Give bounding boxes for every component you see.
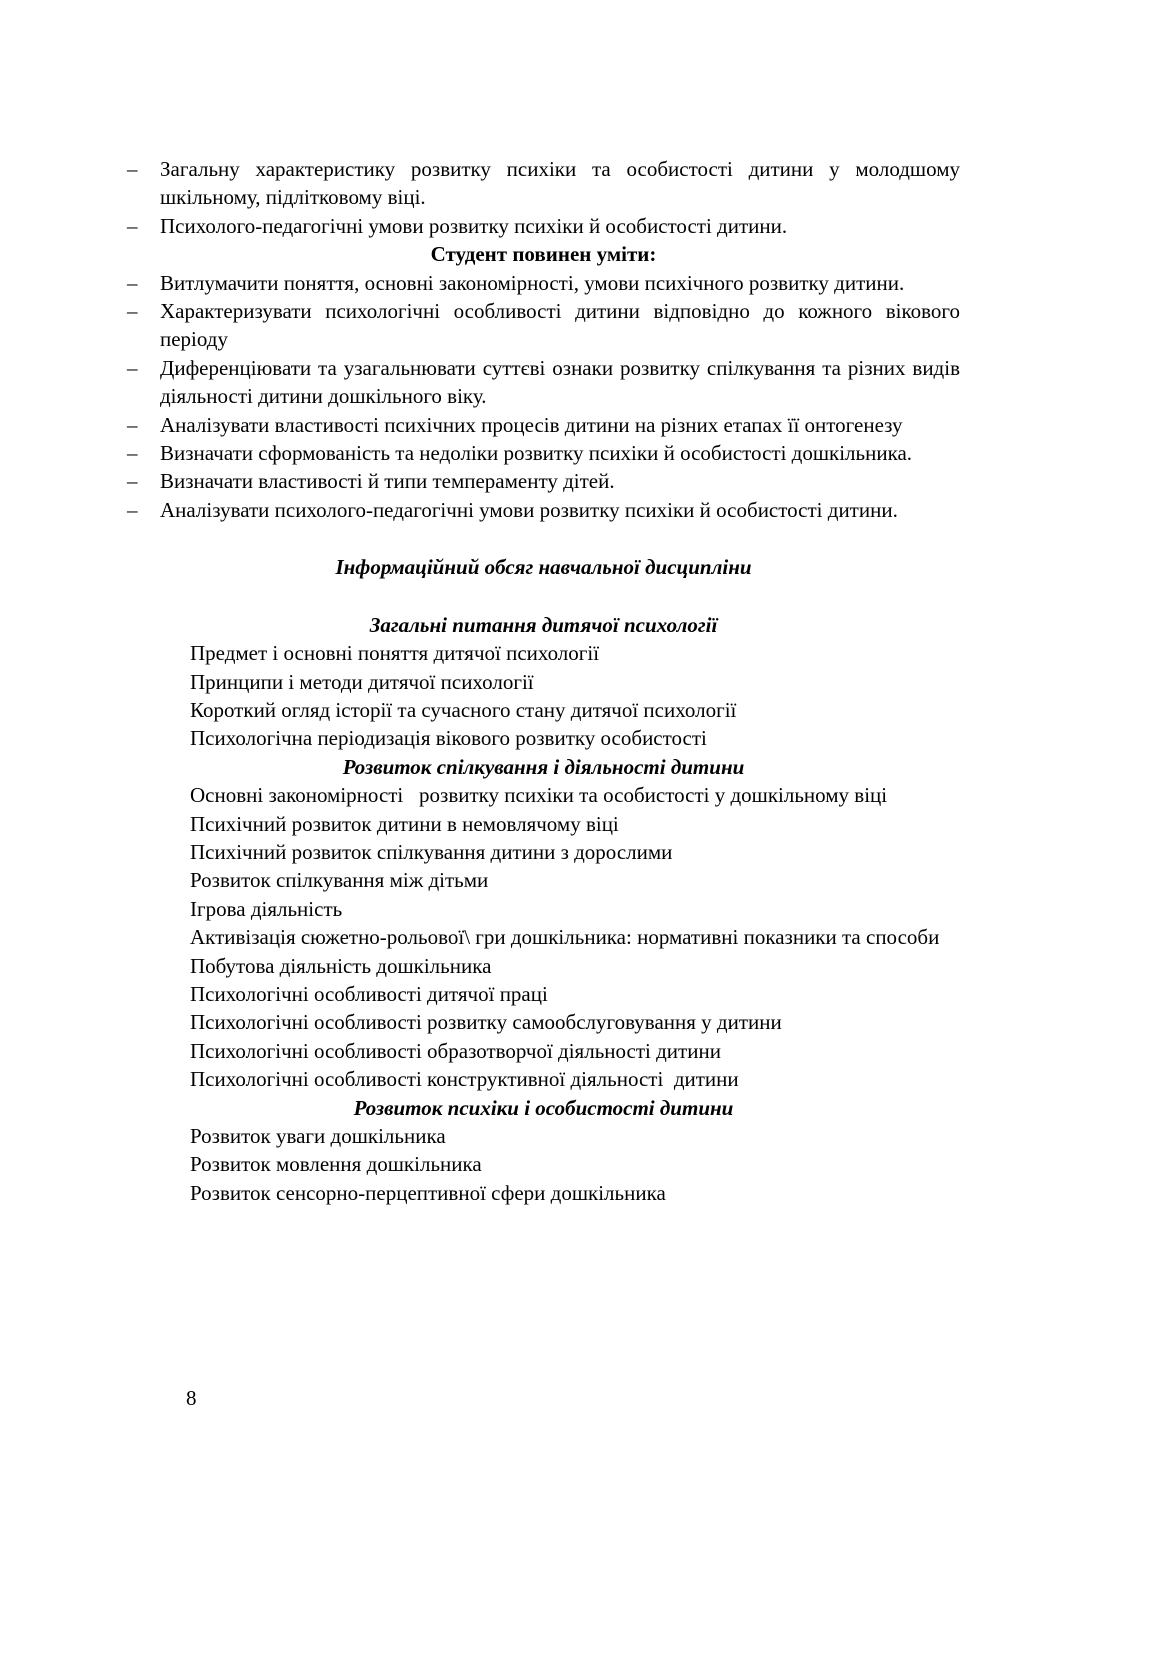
list-item xyxy=(127,467,960,495)
bullet-dash: – xyxy=(127,497,138,522)
list-item xyxy=(127,496,960,524)
bullet-dash: – xyxy=(127,157,138,181)
bullet-dash: – xyxy=(127,299,138,324)
topic-line: Психологічна періодизація вікового розвитку особистості xyxy=(190,726,707,751)
topic-line: Принципи і методи дитячої психології xyxy=(190,669,534,694)
topic-line: Ігрова діяльність xyxy=(190,896,343,921)
list-item-text: Визначати сформованість та недоліки розвитку психіки й особистості дошкільника. xyxy=(160,441,913,466)
subsection-title: Розвиток психіки і особистості дитини xyxy=(353,1095,734,1120)
topic-line: Розвиток сенсорно-перцептивної сфери дошкільника xyxy=(190,1180,666,1205)
list-item xyxy=(127,269,960,297)
list-item-text: Аналізувати властивості психічних процесів дитини на різних етапах її онтогенезу xyxy=(160,412,903,437)
topic-line: Психічний розвиток спілкування дитини з дорослими xyxy=(190,839,673,864)
list-item xyxy=(127,439,960,467)
list-item-text: Психолого-педагогічні умови розвитку психіки й особистості дитини. xyxy=(160,213,788,238)
subsection-title: Загальні питання дитячої психології xyxy=(369,612,718,637)
topic-line: Психологічні особливості конструктивної діяльності дитини xyxy=(190,1067,739,1092)
topic-line: Розвиток спілкування між дітьми xyxy=(190,868,489,893)
list-item-text: Визначати властивості й типи темпераменту дітей. xyxy=(160,469,615,494)
bullet-dash: – xyxy=(127,355,138,380)
list-item xyxy=(127,212,960,240)
topic-line: Психологічні особливості дитячої праці xyxy=(190,981,548,1006)
topic-line: Психологічні особливості розвитку самообслуговування у дитини xyxy=(190,1010,782,1035)
list-item-text: Аналізувати психолого-педагогічні умови розвитку психіки й особистості дитини. xyxy=(160,497,898,522)
bullet-dash: – xyxy=(127,270,138,295)
bullet-dash: – xyxy=(127,441,138,466)
page-content xyxy=(127,155,960,1207)
list-item-text: Витлумачити поняття, основні закономірності, умови психічного розвитку дитини. xyxy=(160,270,905,295)
list-item xyxy=(127,354,960,411)
list-item-text: Диференціювати та узагальнювати суттєві ознаки розвитку спілкування та різних видів діяльності дитини дошкільного віку. xyxy=(160,355,960,409)
section-heading: Інформаційний обсяг навчальної дисципліни xyxy=(335,555,752,580)
list-item-text: Загальну характеристику розвитку психіки та особистості дитини у молодшому шкільному, підлітковому віці. xyxy=(160,157,960,210)
list-item xyxy=(127,411,960,439)
topic-line: Основні закономірності розвитку психіки та особистості у дошкільному віці xyxy=(190,783,888,808)
bullet-dash: – xyxy=(127,412,138,437)
topic-line: Психічний розвиток дитини в немовлячому віці xyxy=(190,811,619,836)
list-item-text: Характеризувати психологічні особливості дитини відповідно до кожного вікового періоду xyxy=(160,299,960,352)
list-item xyxy=(127,297,960,354)
topic-line: Короткий огляд історії та сучасного стану дитячої психології xyxy=(190,697,737,722)
topic-line: Предмет і основні поняття дитячої психології xyxy=(190,641,600,666)
page-number: 8 xyxy=(186,1386,197,1410)
bullet-dash: – xyxy=(127,213,138,238)
topic-line: Психологічні особливості образотворчої діяльності дитини xyxy=(190,1038,721,1063)
list-item xyxy=(127,155,960,212)
topic-line: Розвиток уваги дошкільника xyxy=(190,1124,446,1148)
subsection-title: Розвиток спілкування і діяльності дитини xyxy=(342,754,745,779)
topic-line: Розвиток мовлення дошкільника xyxy=(190,1152,482,1177)
topic-line: Активізація сюжетно-рольової\ гри дошкільника: нормативні показники та способи xyxy=(190,925,940,950)
topic-line: Побутова діяльність дошкільника xyxy=(190,953,492,978)
bullet-dash: – xyxy=(127,469,138,494)
skills-heading: Студент повинен уміти: xyxy=(430,242,657,267)
